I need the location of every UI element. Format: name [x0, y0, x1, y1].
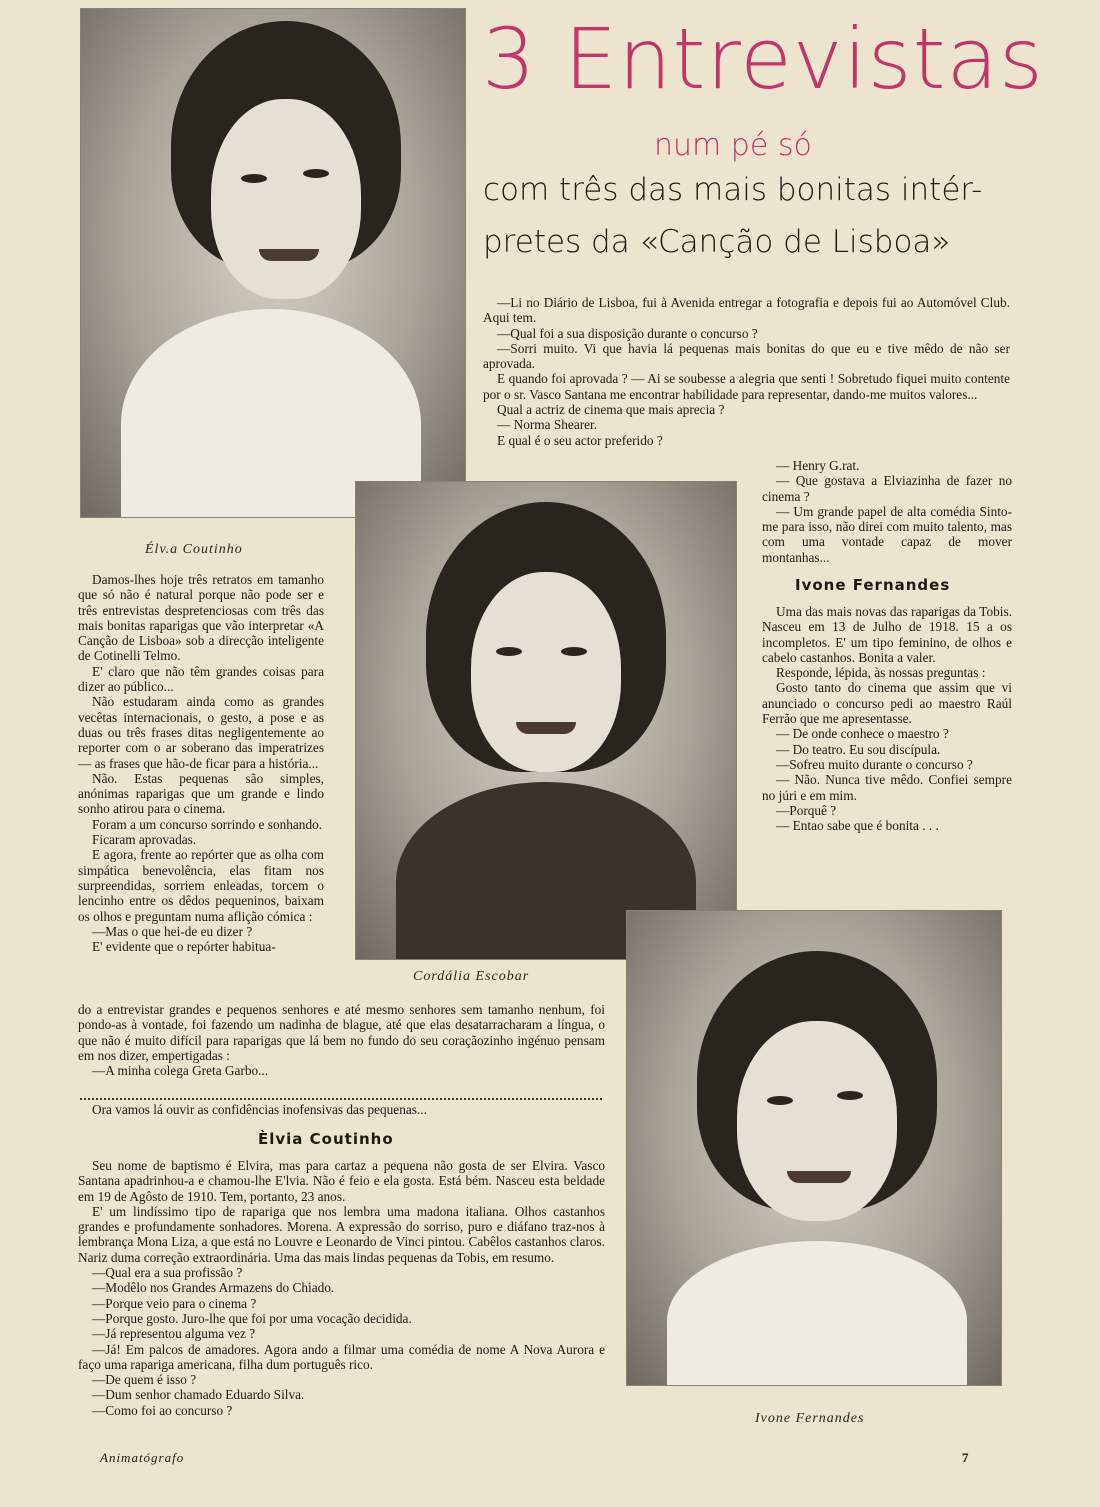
article-title: 3 Entrevistas — [482, 10, 1044, 108]
headline-line-2: pretes da «Canção de Lisboa» — [483, 224, 951, 260]
article-subtitle: num pé só — [654, 128, 812, 163]
article-intro-continued: do a entrevistar grandes e pequenos senhores e até mesmo senhores sem tamanho nenhum, foi pondo-as à vontade, foi fazendo um nadinha de blague, até que elas desatarracharam a língua, o que não é muito difícil para raparigas que lá bem no fundo do seu coraçãozinho ingénuo pensam em nos dizer, empertigadas : —A minha colega Greta Garbo... — [78, 1002, 605, 1079]
caption-elvia: Élv.a Coutinho — [145, 542, 243, 557]
interview-ivone: Uma das mais novas das raparigas da Tobis. Nasceu em 13 de Julho de 1918. 15 a os incompletos. E' um tipo feminino, de olhos e cabelo castanhos. Bonita a valer. Responde, lépida, às nossas preguntas : Gosto tanto do cinema que assim que vi anunciado o concurso pedi ao maestro Raúl Ferrão que me apresentasse. — De onde conhece o maestro ? — Do teatro. Eu sou discípula. —Sofreu muito durante o concurso ? — Não. Nunca tive mêdo. Confiei sempre no júri e em mim. —Porquê ? — Entao sabe que é bonita . . . — [762, 604, 1012, 834]
photo-ivone-fernandes — [626, 910, 1002, 1386]
photo-cordalia-escobar — [355, 481, 737, 960]
transition-line: Ora vamos lá ouvir as confidências inofensivas das pequenas... — [92, 1102, 427, 1117]
photo-elvia-coutinho — [80, 8, 466, 518]
interview-elvia-top: —Li no Diário de Lisboa, fui à Avenida entregar a fotografia e depois fui ao Automóvel Club. Aqui tem. —Qual foi a sua disposição durante o concurso ? —Sorri muito. Vi que havia lá pequenas mais bonitas do que eu e tive mêdo de não ser aprovada. E quando foi aprovada ? — Ai se soubesse a alegria que senti ! Sobretudo fiquei muito contente por o sr. Vasco Santana me encontrar habilidade para representar, dando-me muitos valores... Qual a actriz de cinema que mais aprecia ? — Norma Shearer. E qual é o seu actor preferido ? — [483, 295, 1010, 448]
headline-line-1: com três das mais bonitas intér- — [483, 172, 983, 208]
footer-magazine-name: Animatógrafo — [100, 1450, 185, 1465]
section-heading-ivone: Ivone Fernandes — [795, 576, 951, 594]
interview-elvia-continued: — Henry G.rat. — Que gostava a Elviazinha de fazer no cinema ? — Um grande papel de alta comédia Sinto-me para isso, não direi com muito talento, mas com uma vontade capaz de mover montanhas... — [762, 458, 1012, 565]
section-heading-elvia: Èlvia Coutinho — [258, 1130, 394, 1148]
caption-cordalia: Cordália Escobar — [413, 969, 530, 984]
interview-elvia: Seu nome de baptismo é Elvira, mas para cartaz a pequena não gosta de ser Elvira. Vasco Santana apadrinhou-a e chamou-lhe E'lvia. Não é feio e ela gosta. Está bém. Nasceu esta beldade em 19 de Agôsto de 1910. Tem, portanto, 23 anos. E' um lindíssimo tipo de rapariga que nos lembra uma madona italiana. Olhos castanhos grandes e profundamente sonhadores. Morena. A expressão do sorriso, puro e diáfano traz-nos à lembrança Mona Liza, a que está no Louvre e Leonardo de Vinci pintou. Cabêlos castanhos claros. Nariz duma correção extraordinária. Uma das mais lindas pequenas da Tobis, em resumo. —Qual era a sua profissão ? —Modêlo nos Grandes Armazens do Chiado. —Porque veio para o cinema ? —Porque gosto. Juro-lhe que foi por uma vocação decidida. —Já representou alguma vez ? —Já! Em palcos de amadores. Agora ando a filmar uma comédia de nome A Nova Aurora e faço uma rapariga americana, filha dum português rico. —De quem é isso ? —Dum senhor chamado Eduardo Silva. —Como foi ao concurso ? — [78, 1158, 605, 1418]
page-number: 7 — [962, 1450, 970, 1465]
article-intro: Damos-lhes hoje três retratos em tamanho que só não é natural porque não pode ser e três entrevistas despretenciosas com três das mais bonitas raparigas que vão interpretar «A Canção de Lisboa» sob a direcção inteligente de Cotinelli Telmo. E' claro que não têm grandes coisas para dizer ao público... Não estudaram ainda como as grandes vecêtas internacionais, o gesto, a pose e as duas ou três frases ditas negligentemente ao reporter com o ar soberano das imperatrizes — as frases que hão-de ficar para a história... Não. Estas pequenas são simples, anónimas raparigas que um grande e lindo sonho atirou para o cinema. Foram a um concurso sorrindo e sonhando. Ficaram aprovadas. E agora, frente ao repórter que as olha com simpática benevolência, elas fitam nos surpreendidas, sorriem enleadas, torcem o lencinho entre os dêdos pequeninos, baixam os olhos e preguntam numa aflição cómica : —Mas o que hei-de eu dizer ? E' evidente que o repórter habitua- — [78, 572, 324, 955]
dotted-divider — [80, 1098, 602, 1100]
caption-ivone: Ivone Fernandes — [755, 1411, 865, 1426]
